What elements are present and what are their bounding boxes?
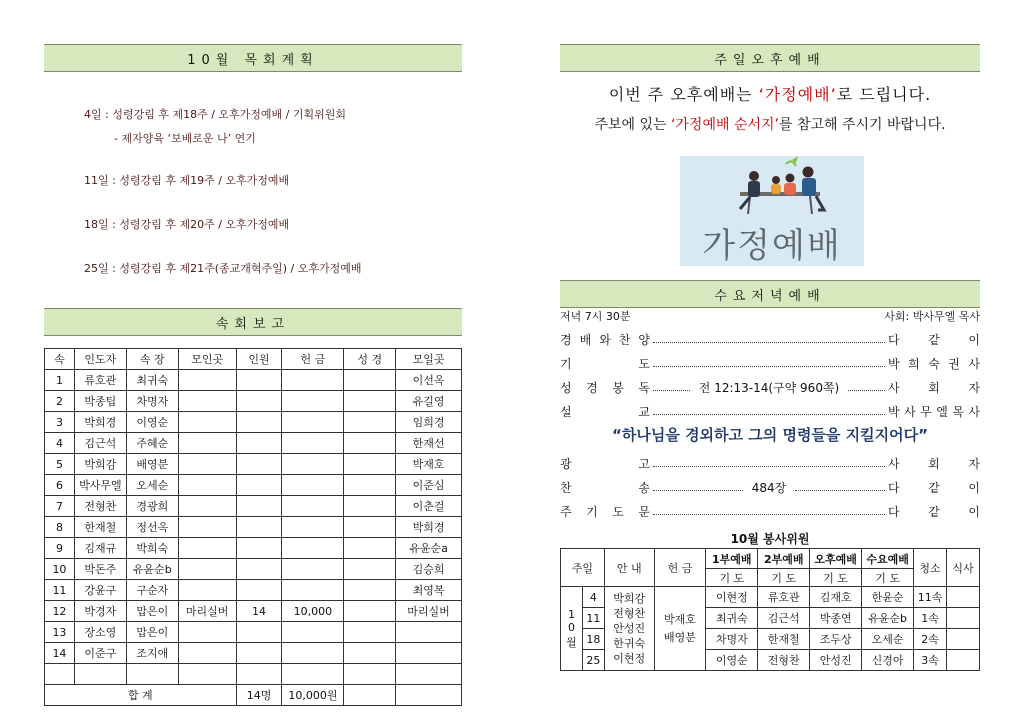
report-total-row [45,685,462,706]
plan-item-text: 25일 : 성령강림 후 제21주(종교개혁주일) / 오후가정예배 [84,262,362,275]
vol-cell: 이현정 [706,587,758,608]
report-cell: 3 [45,412,75,433]
report-cell: 마리실버 [178,601,236,622]
report-cell [236,412,282,433]
vol-wed-header: 수요예배 [862,549,914,569]
vol-s1-header: 1부예배 [706,549,758,569]
report-cell [344,643,396,664]
order-line [560,352,980,374]
order-label: 광 고 [560,456,650,471]
report-cell [178,643,236,664]
report-cell [282,559,344,580]
vol-cell: 신경아 [862,650,914,671]
vol-header-row [561,549,980,569]
family-illustration-icon [680,156,864,226]
report-cell: 유길영 [396,391,462,412]
report-table [44,348,462,706]
report-cell: 차명자 [126,391,178,412]
report-cell: 구순자 [126,580,178,601]
vol-guide-header: 안 내 [604,549,654,587]
report-cell: 박사무엘 [74,475,126,496]
report-cell: 12 [45,601,75,622]
vol-prayer-header: 기 도 [758,569,810,587]
report-cell [178,622,236,643]
report-cell [344,454,396,475]
report-cell [282,391,344,412]
table-row [45,580,462,601]
order-label: 설 교 [560,404,650,419]
afternoon-title-bar [560,44,980,72]
report-cell: 오세순 [126,475,178,496]
report-cell: 14 [45,643,75,664]
dot-leader [653,490,743,491]
report-cell: 박재호 [396,454,462,475]
table-row [45,454,462,475]
vol-offering-header: 헌 금 [654,549,706,587]
notice2-post: 를 참고해 주시기 바랍니다. [778,117,946,133]
notice1-post: 로 드립니다. [836,85,932,104]
vol-week: 11 [582,608,604,629]
report-cell: 한재선 [396,433,462,454]
total-label: 합 계 [45,685,237,706]
report-col-header: 성 경 [344,349,396,370]
report-title-bar [44,308,462,336]
vol-cell: 오세순 [862,629,914,650]
dot-leader [848,390,885,391]
report-cell: 7 [45,496,75,517]
report-cell [236,664,282,685]
family-worship-logo [680,156,864,266]
notice2-pre: 주보에 있는 [594,117,671,133]
report-cell [344,580,396,601]
plan-item-text: 4일 : 성령강림 후 제18주 / 오후가정예배 / 기획위원회 [84,108,346,121]
report-cell: 경광희 [126,496,178,517]
report-cell [344,559,396,580]
table-row [45,664,462,685]
report-cell [236,475,282,496]
dot-leader [653,366,885,367]
vol-cell [947,650,980,671]
total-amount: 10,000원 [282,685,344,706]
report-cell: 이준심 [396,475,462,496]
report-cell [344,433,396,454]
table-row [45,538,462,559]
report-cell: 최귀숙 [126,370,178,391]
order-leader: 다 같 이 [888,480,980,495]
vol-cell: 한재철 [758,629,810,650]
vol-prayer-header: 기 도 [810,569,862,587]
plan-item-3 [84,216,289,232]
table-row [45,370,462,391]
notice-line-2 [560,114,980,134]
vol-week: 4 [582,587,604,608]
vol-cell: 류호관 [758,587,810,608]
order-detail: 484장 [751,480,787,495]
service-host: 사회: 박사무엘 목사 [884,310,980,323]
report-cell [282,517,344,538]
report-cell [344,538,396,559]
dot-leader [653,390,690,391]
order-line [560,476,980,498]
plan-item-text: 11일 : 성령강림 후 제19주 / 오후가정예배 [84,174,290,187]
report-cell [236,433,282,454]
dot-leader [795,490,885,491]
report-cell: 2 [45,391,75,412]
report-cell [126,664,178,685]
report-cell: 10,000 [282,601,344,622]
table-row [45,622,462,643]
report-cell [396,622,462,643]
report-cell: 박희경 [396,517,462,538]
report-cell: 10 [45,559,75,580]
report-col-header: 인도자 [74,349,126,370]
order-leader: 다 같 이 [888,332,980,347]
report-cell [282,664,344,685]
report-cell [178,559,236,580]
report-cell [344,496,396,517]
vol-cell: 전형찬 [758,650,810,671]
report-cell [282,622,344,643]
order-label: 주 기 도 문 [560,504,650,519]
report-cell [178,475,236,496]
report-cell [282,454,344,475]
order-line [560,376,980,398]
report-cell: 이선옥 [396,370,462,391]
report-cell [282,475,344,496]
report-col-header: 모일곳 [396,349,462,370]
notice1-highlight: ‘가정예배’ [758,85,837,104]
report-cell [178,496,236,517]
plan-item-text: 18일 : 성령강림 후 제20주 / 오후가정예배 [84,218,290,231]
report-cell: 주혜순 [126,433,178,454]
report-cell [282,496,344,517]
report-cell [178,538,236,559]
vol-cell: 2속 [914,629,947,650]
report-cell: 배영분 [126,454,178,475]
report-col-header: 속 장 [126,349,178,370]
vol-cell: 이영순 [706,650,758,671]
report-cell [344,475,396,496]
volunteer-table [560,548,980,671]
vol-offering: 박재호 배영분 [654,587,706,671]
report-cell [178,370,236,391]
report-cell: 8 [45,517,75,538]
report-cell: 장소영 [74,622,126,643]
report-cell: 김근석 [74,433,126,454]
vol-meal-header: 식사 [947,549,980,587]
vol-cell: 유윤순b [862,608,914,629]
order-leader: 사 회 자 [888,380,981,395]
report-cell [344,370,396,391]
report-cell [236,391,282,412]
order-label: 경 배 와 찬 양 [560,332,650,347]
vol-week: 25 [582,650,604,671]
report-cell [236,517,282,538]
report-cell: 맙은이 [126,622,178,643]
report-cell [178,391,236,412]
report-cell: 5 [45,454,75,475]
vol-prayer-header: 기 도 [706,569,758,587]
report-cell [236,643,282,664]
vol-cell: 조두상 [810,629,862,650]
table-row [45,391,462,412]
total-people: 14명 [236,685,282,706]
vol-cell: 김재호 [810,587,862,608]
report-cell [282,412,344,433]
report-cell: 유윤순a [396,538,462,559]
vol-clean-header: 청소 [914,549,947,587]
report-col-header: 모인곳 [178,349,236,370]
report-cell: 정선옥 [126,517,178,538]
notice2-highlight: ‘가정예배 순서지’ [670,117,779,133]
vol-cell: 김근석 [758,608,810,629]
report-cell: 김재규 [74,538,126,559]
order-leader: 사 회 자 [888,456,980,471]
report-cell: 박희감 [74,454,126,475]
report-cell: 전형찬 [74,496,126,517]
table-row [45,517,462,538]
report-cell [344,622,396,643]
report-cell [396,664,462,685]
plan-item-2 [84,172,289,188]
total-empty [396,685,462,706]
report-cell [74,664,126,685]
report-cell [236,622,282,643]
vol-afternoon-header: 오후예배 [810,549,862,569]
report-cell [282,433,344,454]
report-cell: 최영복 [396,580,462,601]
plan-item-sub: - 제자양육 ‘보배로운 나’ 연기 [114,132,256,145]
vol-prayer-header: 기 도 [862,569,914,587]
vol-cell: 11속 [914,587,947,608]
order-label: 기 도 [560,356,650,371]
report-cell: 박돈주 [74,559,126,580]
plan-title-bar [44,44,462,72]
table-row [45,433,462,454]
report-cell: 1 [45,370,75,391]
report-cell [344,391,396,412]
order-leader: 박 사 무 엘 목 사 [888,404,980,419]
afternoon-title: 주일오후예배 [714,52,826,68]
report-cell [178,454,236,475]
report-cell: 조지애 [126,643,178,664]
volunteer-title: 10월 봉사위원 [730,532,810,546]
vol-s2-header: 2부예배 [758,549,810,569]
report-col-header: 헌 금 [282,349,344,370]
order-leader: 다 같 이 [888,504,980,519]
report-cell: 임희경 [396,412,462,433]
report-cell [344,601,396,622]
report-cell: 강윤구 [74,580,126,601]
service-time: 저녁 7시 30분 [560,310,631,323]
vol-week-header: 주일 [561,549,605,587]
table-row [45,559,462,580]
order-line [560,328,980,350]
report-cell [178,517,236,538]
report-cell: 한재철 [74,517,126,538]
vol-cell: 안성진 [810,650,862,671]
vol-cell: 최귀숙 [706,608,758,629]
report-cell [236,370,282,391]
report-cell: 박경자 [74,601,126,622]
report-header-row [45,349,462,370]
vol-cell: 박종연 [810,608,862,629]
report-cell [178,412,236,433]
order-leader: 박 희 숙 권 사 [888,356,980,371]
report-cell [396,643,462,664]
report-cell [178,664,236,685]
report-col-header: 인원 [236,349,282,370]
report-cell: 유윤순b [126,559,178,580]
report-cell [282,538,344,559]
report-cell: 14 [236,601,282,622]
report-cell [236,580,282,601]
notice1-pre: 이번 주 오후예배는 [608,85,759,104]
report-cell [45,664,75,685]
plan-title: 10월 목회계획 [187,52,319,68]
order-label: 성 경 봉 독 [560,380,650,395]
sermon-title: “하나님을 경외하고 그의 명령들을 지킬지어다” [612,426,928,444]
vol-cell: 1속 [914,608,947,629]
vol-cell: 차명자 [706,629,758,650]
table-row [45,496,462,517]
table-row [561,587,980,608]
dot-leader [653,514,885,515]
report-cell [236,559,282,580]
report-cell: 류호관 [74,370,126,391]
dot-leader [653,414,885,415]
report-cell: 9 [45,538,75,559]
vol-month: 1 0 월 [561,587,583,671]
notice-line-1 [560,82,980,105]
report-cell: 4 [45,433,75,454]
report-cell [282,580,344,601]
wednesday-title-bar [560,280,980,308]
report-cell: 11 [45,580,75,601]
vol-cell: 3속 [914,650,947,671]
report-cell [236,454,282,475]
vol-cell [947,629,980,650]
order-line [560,400,980,422]
vol-cell: 한윤순 [862,587,914,608]
table-row [45,601,462,622]
report-cell: 맙은이 [126,601,178,622]
report-cell: 이춘걸 [396,496,462,517]
order-detail: 전 12:13-14(구약 960쪽) [698,380,840,395]
report-cell: 이준구 [74,643,126,664]
vol-guides: 박희감 전형찬 안성진 한귀숙 이현정 [604,587,654,671]
report-cell [282,370,344,391]
plan-item-4 [84,260,362,276]
report-cell [344,664,396,685]
report-cell: 마리실버 [396,601,462,622]
plan-item-1 [84,106,346,146]
vol-cell [947,587,980,608]
report-title: 속회보고 [215,316,291,332]
table-row [45,475,462,496]
service-info [560,308,980,324]
logo-text: 가정예배 [702,226,842,266]
report-cell [178,580,236,601]
report-cell [236,496,282,517]
report-cell: 이영순 [126,412,178,433]
order-label: 찬 송 [560,480,650,495]
report-cell [344,517,396,538]
table-row [45,412,462,433]
total-empty [344,685,396,706]
report-cell [178,433,236,454]
report-cell: 박희숙 [126,538,178,559]
report-cell: 박종팁 [74,391,126,412]
report-cell: 13 [45,622,75,643]
report-cell: 6 [45,475,75,496]
report-cell: 김승희 [396,559,462,580]
vol-cell [947,608,980,629]
wednesday-title: 수요저녁예배 [714,288,826,304]
report-col-header: 속 [45,349,75,370]
order-line [560,500,980,522]
report-cell [282,643,344,664]
dot-leader [653,342,885,343]
report-cell: 박희경 [74,412,126,433]
dot-leader [653,466,885,467]
report-cell [236,538,282,559]
order-line [560,452,980,474]
table-row [45,643,462,664]
vol-week: 18 [582,629,604,650]
report-cell [344,412,396,433]
